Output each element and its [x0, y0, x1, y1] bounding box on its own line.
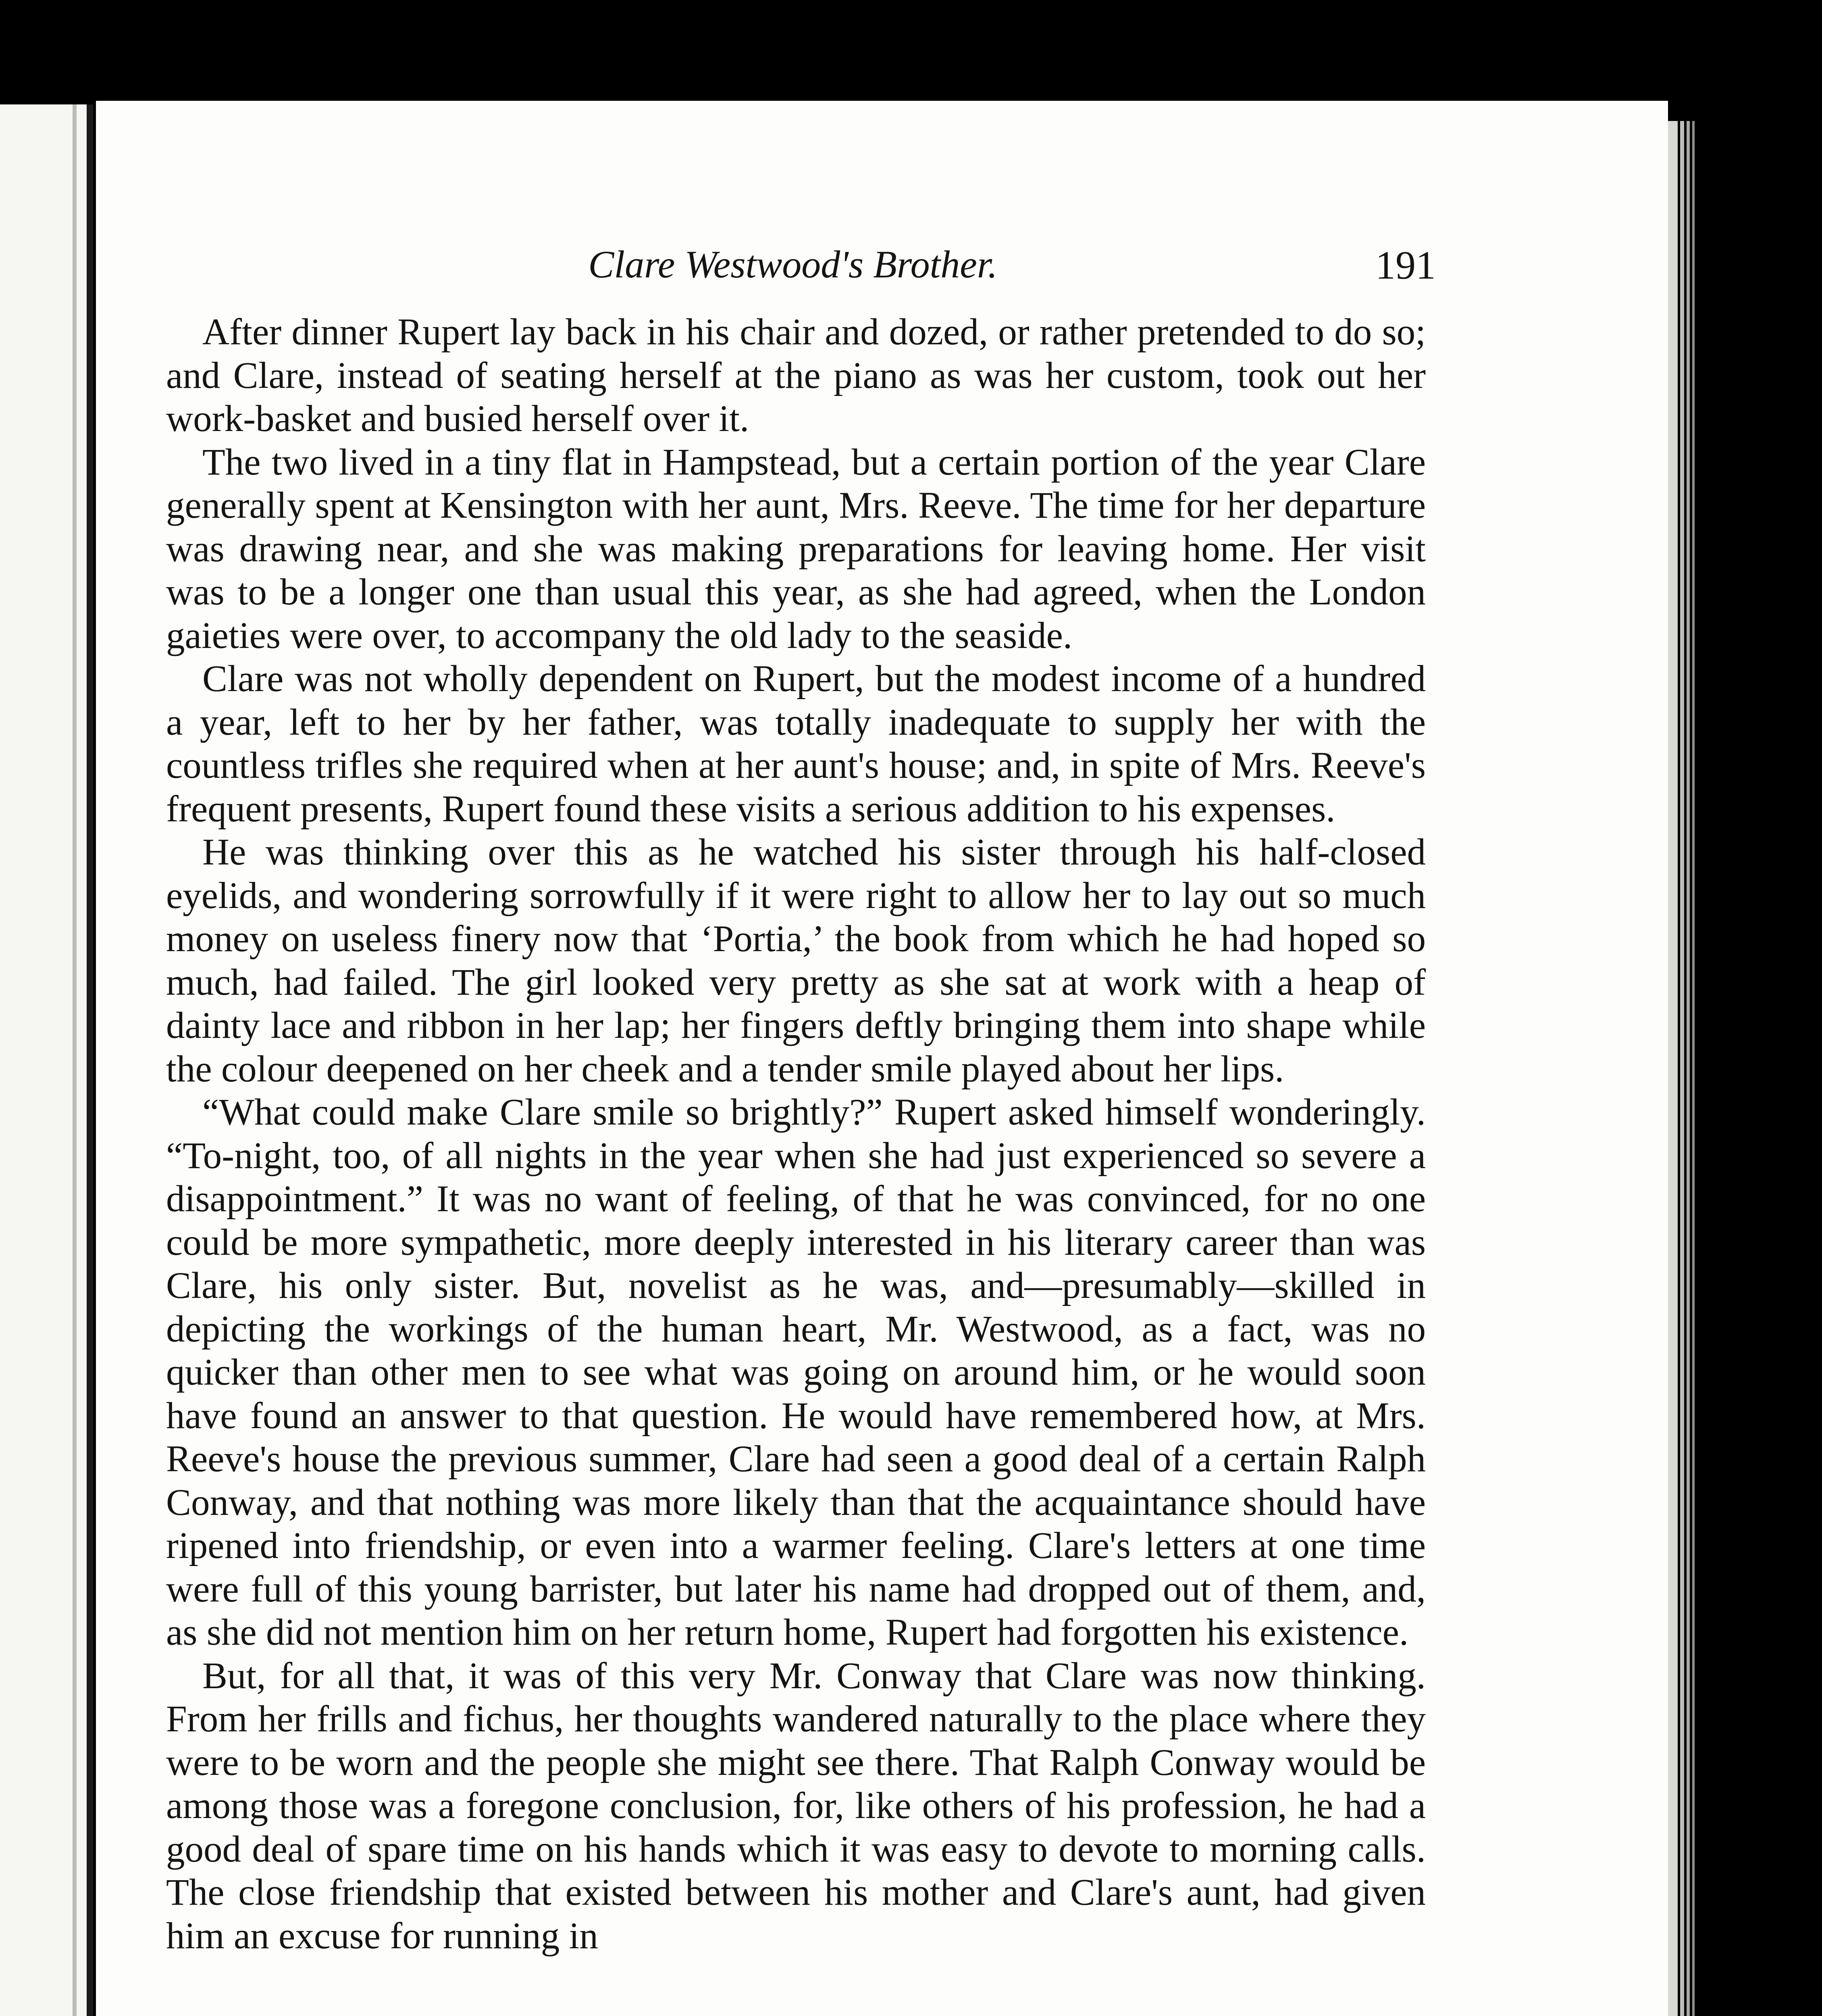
- paragraph: The two lived in a tiny flat in Hampstead, but a certain portion of the year Clare generally spent at Kensington with her aunt, Mrs. Reeve. The time for her departure was drawing near, and she was making preparations for leaving home. Her visit was to be a longer one than usual this year, as she had agreed, when the London gaieties were over, to accompany the old lady to the seaside.: [166, 441, 1426, 656]
- paragraph: He was thinking over this as he watched his sister through his half-closed eyelids, and wondering sorrowfully if it were right to allow her to lay out so much money on useless finery now that ‘Portia,’ the book from which he had hoped so much, had failed. The girl looked very pretty as she sat at work with a heap of dainty lace and ribbon in her lap; her fingers deftly bringing them into shape while the colour deepened on her cheek and a tender smile played about her lips.: [166, 831, 1426, 1090]
- paragraph: But, for all that, it was of this very Mr. Conway that Clare was now thinking. From her frills and fichus, her thoughts wandered naturally to the place where they were to be worn and the people she might see there. That Ralph Conway would be among those was a foregone conclusion, for, like others of his profession, he had a good deal of spare time on his hands which it was easy to devote to morning calls. The close friendship that existed between his mother and Clare's aunt, had given him an excuse for running in: [166, 1655, 1426, 1957]
- left-page-gutter-line: [73, 104, 77, 2016]
- left-page-edge: [0, 104, 93, 2016]
- page-edge-stack: [1668, 121, 1678, 2016]
- page-number: 191: [1375, 243, 1436, 287]
- body-text: [166, 310, 1426, 1958]
- page-edge-stack: [1680, 121, 1684, 2016]
- paragraph: Clare was not wholly dependent on Rupert, but the modest income of a hundred a year, left to her by her father, was totally inadequate to supply her with the countless trifles she required when at her aunt's house; and, in spite of Mrs. Reeve's frequent presents, Rupert found these visits a serious addition to his expenses.: [166, 658, 1426, 830]
- paragraph: After dinner Rupert lay back in his chair and dozed, or rather pretended to do so; and Clare, instead of seating herself at the piano as was her custom, took out her work-basket and busied herself over it.: [166, 311, 1426, 439]
- paragraph: “What could make Clare smile so brightly?” Rupert asked himself wonderingly. “To-night, too, of all nights in the year when she had just experienced so severe a disappointment.” It was no want of feeling, of that he was convinced, for no one could be more sympathetic, more deeply interested in his literary career than was Clare, his only sister. But, novelist as he was, and—presumably—skilled in depicting the workings of the human heart, Mr. Westwood, as a fact, was no quicker than other men to see what was going on around him, or he would soon have found an answer to that question. He would have remembered how, at Mrs. Reeve's house the previous summer, Clare had seen a good deal of a certain Ralph Conway, and that nothing was more likely than that the acquaintance should have ripened into friendship, or even into a warmer feeling. Clare's letters at one time were full of this young barrister, but later his name had dropped out of them, and, as she did not mention him on her return home, Rupert had forgotten his existence.: [166, 1091, 1426, 1653]
- running-header: [158, 226, 1436, 298]
- running-title: Clare Westwood's Brother.: [588, 243, 998, 286]
- page-edge-stack: [1692, 121, 1695, 2016]
- page-edge-stack: [1687, 121, 1690, 2016]
